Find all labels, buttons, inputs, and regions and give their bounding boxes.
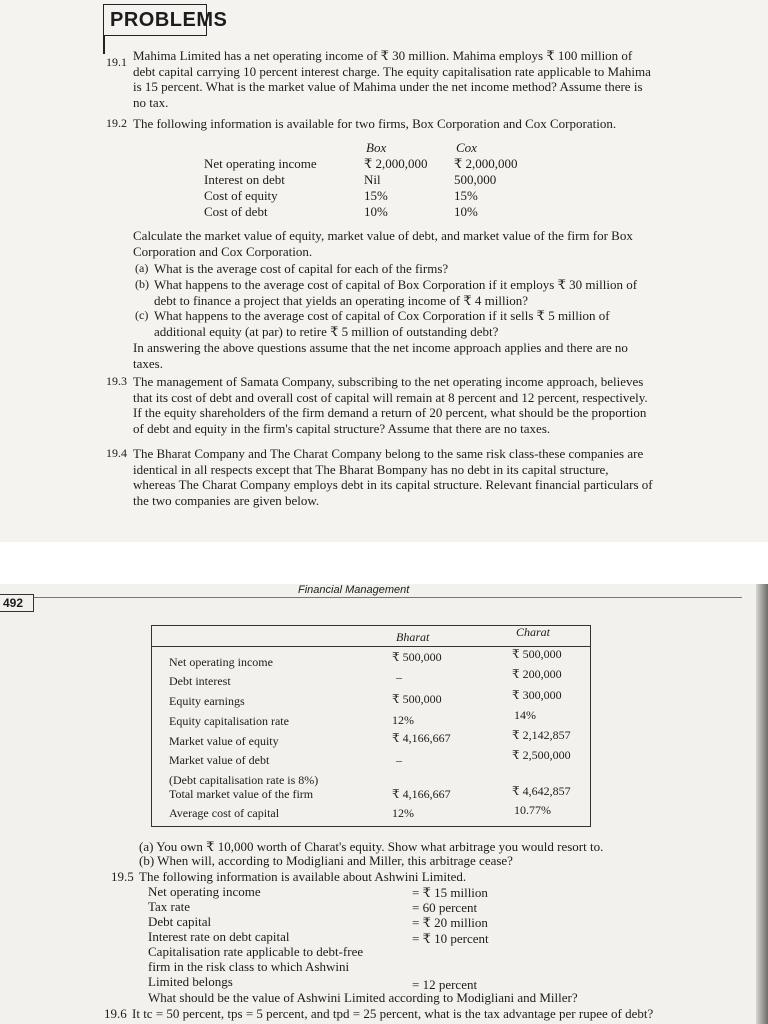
table-row-charat: ₹ 200,000: [512, 667, 562, 681]
row-cox-value: 10%: [454, 204, 478, 219]
table-row-label: Debt interest: [169, 674, 231, 688]
question-c: What happens to the average cost of capital of Cox Corporation if it sells ₹ 5 million of additional equity (at par) to retire ₹ 5 million of outstanding debt?: [154, 308, 610, 339]
problem-number: 19.3: [106, 374, 127, 388]
row-cox-value: 500,000: [454, 172, 497, 187]
table-row-bharat: –: [396, 753, 402, 767]
table-row-label: Equity capitalisation rate: [169, 714, 289, 728]
row-cox-value: 15%: [454, 188, 478, 203]
problem-19-6-text: It tc = 50 percent, tps = 5 percent, and tpd = 25 percent, what is the tax advantage per rupee of debt?: [132, 1006, 654, 1021]
question-label: (a): [135, 261, 149, 275]
data-value: = ₹ 10 percent: [412, 931, 489, 946]
table-row-bharat: 12%: [392, 713, 414, 727]
table-row-label: Market value of equity: [169, 734, 279, 748]
problem-19-5-question: What should be the value of Ashwini Limited according to Modigliani and Miller?: [148, 990, 578, 1005]
table-row-bharat: ₹ 500,000: [392, 692, 442, 706]
row-box-value: Nil: [364, 172, 381, 187]
book-spine-edge: [756, 584, 768, 1024]
question-a: What is the average cost of capital for each of the firms?: [154, 261, 449, 276]
table-row-bharat: 12%: [392, 806, 414, 820]
row-label: Interest on debt: [204, 172, 285, 187]
problem-19-4-text: The Bharat Company and The Charat Company belong to the same risk class-these companies are identical in all respects except that The Bharat Bompany has no debt in its capital structure, whereas The Charat Company employs debt in its capital structure. Relevant financial particulars of the two companies are given below.: [133, 446, 653, 508]
problem-19-5-intro: The following information is available about Ashwini Limited.: [139, 869, 467, 884]
question-a: (a) You own ₹ 10,000 worth of Charat's equity. Show what arbitrage you would resort to.: [139, 839, 604, 854]
data-value: = ₹ 15 million: [412, 885, 488, 900]
table-row-label: Equity earnings: [169, 694, 245, 708]
problem-number: 19.1: [106, 55, 127, 69]
table-row-bharat: ₹ 4,166,667: [392, 731, 451, 745]
row-box-value: 15%: [364, 188, 388, 203]
table-row-charat: 10.77%: [514, 803, 551, 817]
table-row-charat: ₹ 300,000: [512, 688, 562, 702]
data-label: Tax rate: [148, 899, 191, 914]
table-row-charat: ₹ 2,500,000: [512, 748, 571, 762]
problem-number: 19.6: [104, 1006, 127, 1021]
problem-19-3-text: The management of Samata Company, subscribing to the net operating income approach, believes that its cost of debt and overall cost of capital will remain at 8 percent and 12 percent, respectively. If the equity shareholders of the firm demand a return of 20 percent, what should be the proportion of debt and equity in the firm's capital structure? Assume that there are no taxes.: [133, 374, 648, 436]
column-header-cox: Cox: [456, 140, 477, 155]
row-cox-value: ₹ 2,000,000: [454, 156, 518, 171]
table-row-label: Average cost of capital: [169, 806, 280, 820]
data-label: Capitalisation rate applicable to debt-free: [148, 944, 364, 959]
column-header-bharat: Bharat: [396, 630, 430, 644]
data-value: = 60 percent: [412, 900, 478, 915]
question-label: (c): [135, 308, 149, 322]
problem-19-1-text: Mahima Limited has a net operating income of ₹ 30 million. Mahima employs ₹ 100 million of debt capital carrying 10 percent interest charge. The equity capitalisation rate applicable to Mahima is 15 percent. What is the market value of Mahima under the net income method? Assume there is no tax.: [133, 48, 651, 110]
table-row-label: Net operating income: [169, 655, 273, 669]
table-row-label: (Debt capitalisation rate is 8%): [169, 773, 319, 787]
table-row-bharat: –: [396, 670, 402, 684]
table-row-bharat: ₹ 500,000: [392, 650, 442, 664]
question-label: (b): [135, 277, 149, 291]
question-b: (b) When will, according to Modigliani and Miller, this arbitrage cease?: [139, 853, 513, 868]
data-label: Limited belongs: [148, 974, 233, 989]
problem-19-2-calc: Calculate the market value of equity, market value of debt, and market value of the firm for Box Corporation and Cox Corporation.: [133, 228, 633, 259]
table-row-charat: ₹ 4,642,857: [512, 784, 571, 798]
row-box-value: 10%: [364, 204, 388, 219]
running-rule: [34, 597, 742, 598]
problem-number: 19.4: [106, 446, 127, 460]
column-header-charat: Charat: [516, 625, 551, 639]
column-header-box: Box: [366, 140, 387, 155]
data-label: Net operating income: [148, 884, 261, 899]
page-number: 492: [0, 594, 34, 612]
row-box-value: ₹ 2,000,000: [364, 156, 428, 171]
data-label: Interest rate on debt capital: [148, 929, 290, 944]
data-value: = ₹ 20 million: [412, 915, 488, 930]
question-b: What happens to the average cost of capital of Box Corporation if it employs ₹ 30 million of debt to finance a project that yields an operating income of ₹ 4 million?: [154, 277, 638, 308]
page-gap: [0, 542, 768, 584]
table-row-charat: ₹ 2,142,857: [512, 728, 571, 742]
running-title: Financial Management: [298, 584, 410, 596]
heading-rule: [103, 36, 105, 54]
table-row-label: Market value of debt: [169, 753, 270, 767]
table-row-bharat: ₹ 4,166,667: [392, 787, 451, 801]
data-label: firm in the risk class to which Ashwini: [148, 959, 350, 974]
row-label: Cost of equity: [204, 188, 278, 203]
problem-number: 19.2: [106, 116, 127, 130]
problem-19-2-note: In answering the above questions assume that the net income approach applies and there are no taxes.: [133, 340, 628, 371]
row-label: Cost of debt: [204, 204, 268, 219]
table-row-label: Total market value of the firm: [169, 787, 314, 801]
problems-heading: PROBLEMS: [103, 4, 207, 36]
table-row-charat: 14%: [514, 708, 536, 722]
data-value: = 12 percent: [412, 977, 478, 992]
row-label: Net operating income: [204, 156, 317, 171]
table-row-charat: ₹ 500,000: [512, 647, 562, 661]
problem-19-2-intro: The following information is available for two firms, Box Corporation and Cox Corporation.: [133, 116, 617, 131]
problem-number: 19.5: [111, 869, 134, 884]
data-label: Debt capital: [148, 914, 212, 929]
